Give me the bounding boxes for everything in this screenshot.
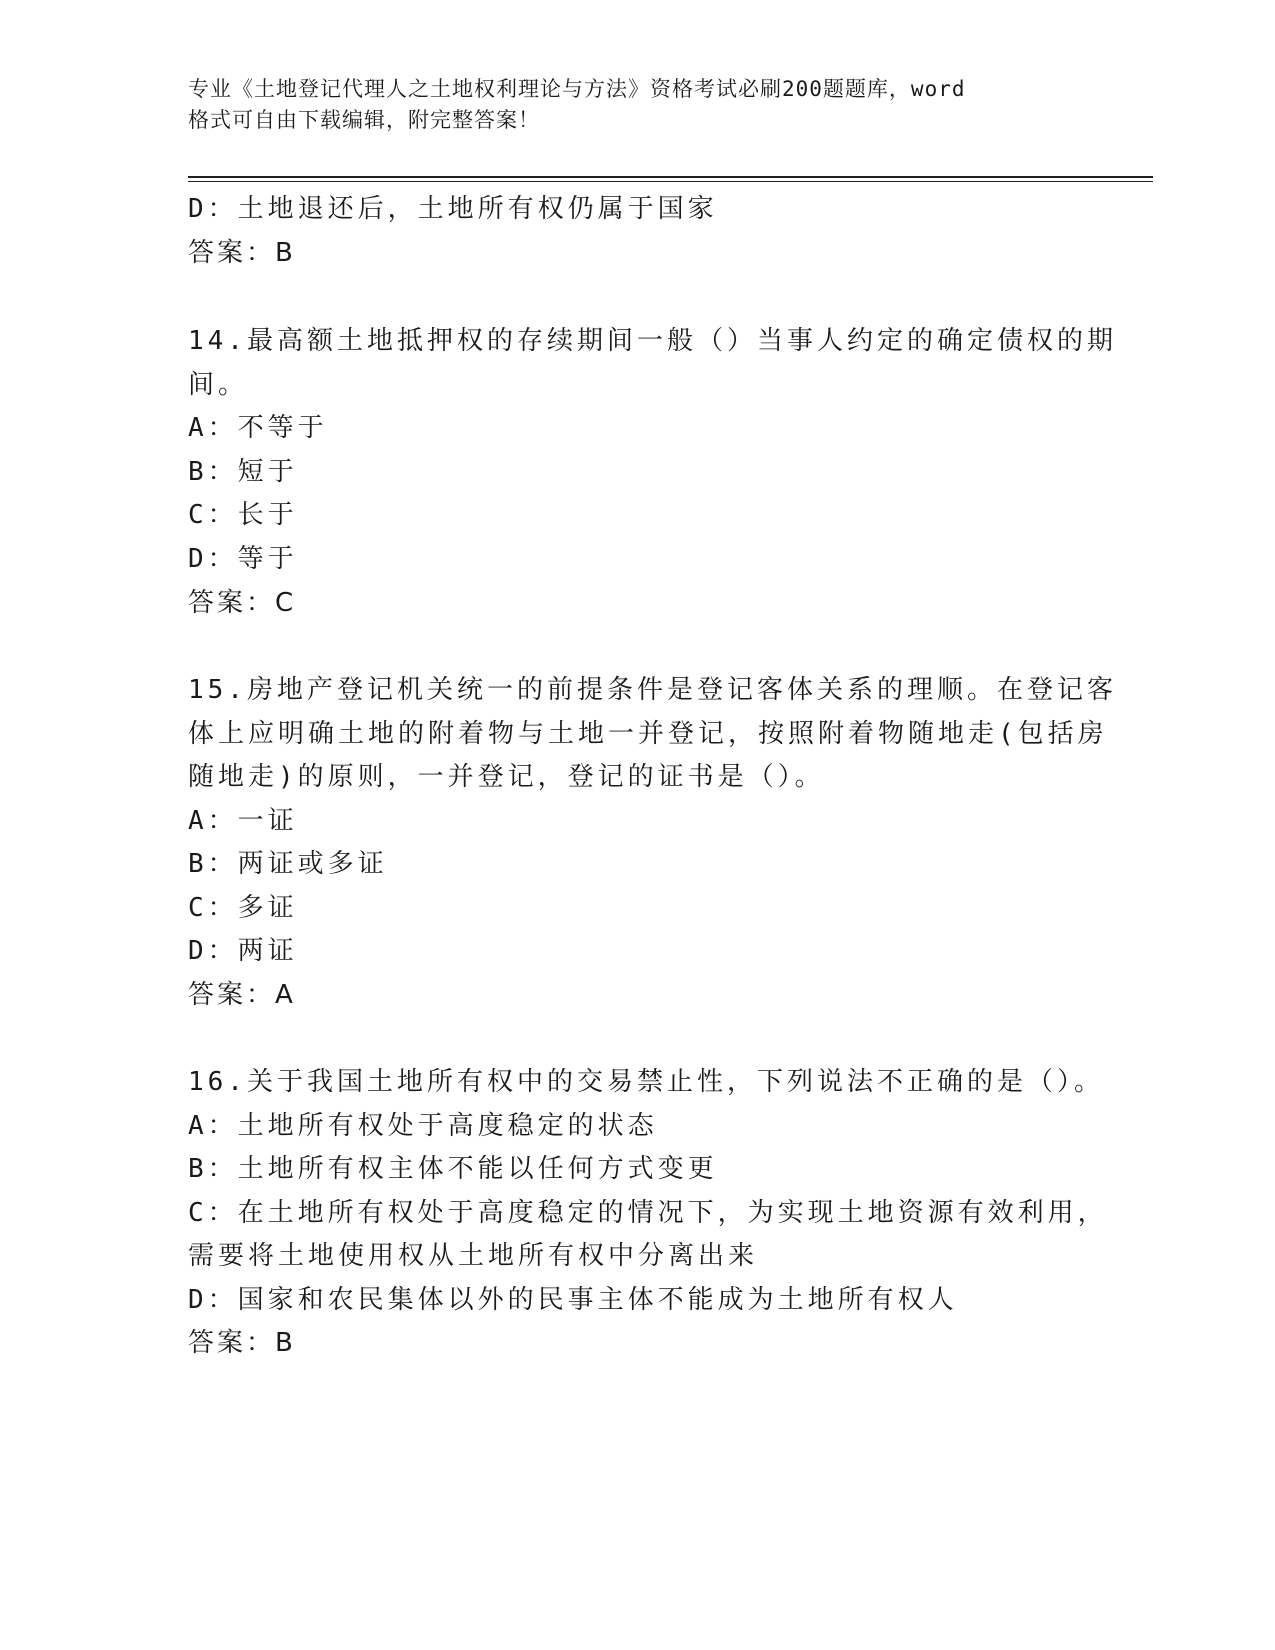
q16-option-b: B：土地所有权主体不能以任何方式变更 xyxy=(188,1154,718,1184)
q16-option-c-line-1: C：在土地所有权处于高度稳定的情况下，为实现土地资源有效利用， xyxy=(188,1198,1108,1228)
header-divider-thin xyxy=(188,181,1153,182)
q15-stem-line-2: 体上应明确土地的附着物与土地一并登记，按照附着物随地走(包括房 xyxy=(188,719,1108,749)
q15-answer: 答案：A xyxy=(188,980,296,1010)
prev-answer: 答案：B xyxy=(188,238,296,268)
q14-option-a: A：不等于 xyxy=(188,413,328,443)
prev-option-d: D：土地退还后，土地所有权仍属于国家 xyxy=(188,194,718,224)
q16-option-d: D：国家和农民集体以外的民事主体不能成为土地所有权人 xyxy=(188,1285,958,1315)
q15-option-a: A：一证 xyxy=(188,806,298,836)
q16-option-c-line-2: 需要将土地使用权从土地所有权中分离出来 xyxy=(188,1241,759,1271)
q14-answer: 答案：C xyxy=(188,588,297,618)
q14-stem-line-2: 间。 xyxy=(188,370,249,400)
q15-option-b: B：两证或多证 xyxy=(188,849,388,879)
q14-option-c: C：长于 xyxy=(188,500,298,530)
q15-option-d: D：两证 xyxy=(188,936,298,966)
header-line-2: 格式可自由下载编辑，附完整答案！ xyxy=(188,108,540,132)
q16-answer: 答案：B xyxy=(188,1328,296,1358)
q16-stem-line-1: 16.关于我国土地所有权中的交易禁止性，下列说法不正确的是（）。 xyxy=(188,1067,1104,1097)
q15-stem-line-3: 随地走)的原则，一并登记，登记的证书是（）。 xyxy=(188,762,825,792)
header-line-1: 专业《土地登记代理人之土地权利理论与方法》资格考试必刷200题题库，word xyxy=(188,77,966,101)
q14-option-b: B：短于 xyxy=(188,457,298,487)
q15-option-c: C：多证 xyxy=(188,893,298,923)
q15-stem-line-1: 15.房地产登记机关统一的前提条件是登记客体关系的理顺。在登记客 xyxy=(188,675,1117,705)
q14-stem-line-1: 14.最高额土地抵押权的存续期间一般（）当事人约定的确定债权的期 xyxy=(188,326,1117,356)
document-header xyxy=(188,74,1068,136)
q16-option-a: A：土地所有权处于高度稳定的状态 xyxy=(188,1111,658,1141)
header-divider-thick xyxy=(188,176,1153,178)
q14-option-d: D：等于 xyxy=(188,544,298,574)
